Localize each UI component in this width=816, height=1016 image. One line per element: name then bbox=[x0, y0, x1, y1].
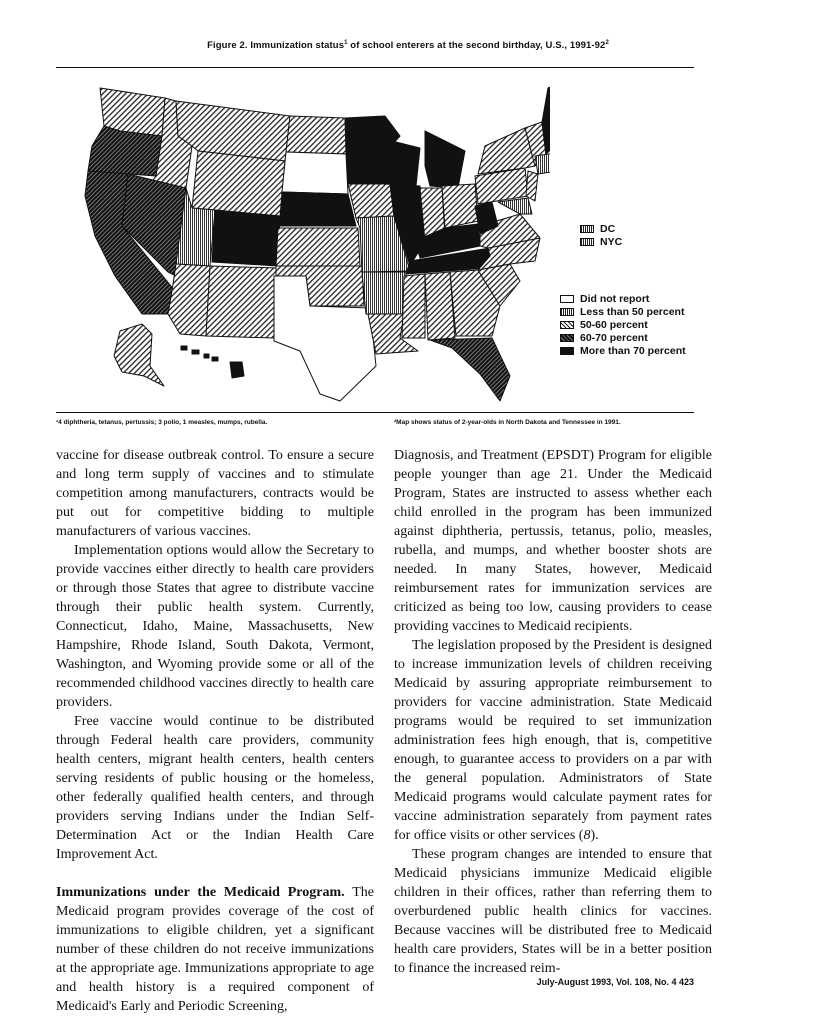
paragraph: Implementation options would allow the Secretary to provide vaccines either directly to health care providers or through those States that agree to distribute vaccine through their public health system. Currently, Connecticut, Idaho, Maine, Massachusetts, New Hampshire, Rhode Island, South Dakota, Vermont, Washington, and Wyoming provide some or all of the recommended childhood vaccines directly to health care providers. bbox=[56, 543, 374, 710]
swatch-white bbox=[560, 295, 574, 303]
section-heading: Immunizations under the Medicaid Program. bbox=[56, 885, 345, 900]
state-az bbox=[168, 264, 210, 336]
swatch-dark bbox=[560, 334, 574, 342]
special-legend bbox=[580, 222, 622, 248]
paragraph: Free vaccine would continue to be distributed through Federal health care providers, community health centers, migrant health centers, health centers serving residents of public housing or the homeless, other federally qualified health centers, and through providers serving Indians under the Indian Self-Determination Act or the Indian Health Care Improvement Act. bbox=[56, 714, 374, 862]
state-oh bbox=[442, 184, 478, 228]
swatch-grey bbox=[580, 238, 594, 246]
state-ar bbox=[362, 272, 406, 314]
footnote-1: ¹4 diphtheria, tetanus, pertussis; 3 polio, 1 measles, mumps, rubella. bbox=[56, 419, 268, 426]
state-nd bbox=[286, 116, 346, 154]
legend-item: More than 70 percent bbox=[560, 344, 686, 357]
figure-top-rule bbox=[56, 67, 694, 68]
figure-caption: Figure 2. Immunization status$^1$ of school enterers at the second birthday, U.S., $1991-92^2$ bbox=[207, 40, 609, 52]
paragraph: These program changes are intended to ensure that Medicaid physicians immunize Medicaid eligible children in their offices, rather than referring them to overburdened public health clinics for vaccines. Because vaccines will be distributed free to Medicaid health care providers, States will be in a better position to finance the increased reim- bbox=[394, 847, 712, 976]
state-mt bbox=[176, 101, 290, 161]
state-co bbox=[212, 210, 280, 266]
state-ak bbox=[114, 324, 164, 386]
paragraph: The legislation proposed by the President is designed to increase immunization levels of children receiving Medicaid by assuring appropriate reimbursement to providers for vaccine administration. State Medicaid programs would be required to set immunization administration fees high enough, that is, competitive enough, to guarantee access to providers on a par with the general population. Administrators of State Medicaid programs would calculate payment rates for vaccine administration separately from payment rates for office visits or other services (8). bbox=[394, 638, 712, 843]
legend-item: Less than 50 percent bbox=[560, 305, 686, 318]
paragraph: Diagnosis, and Treatment (EPSDT) Program for eligible people younger than age 21. Under the Medicaid Program, States are instructed to assess whether each child enrolled in the program has been immunized against diphtheria, pertussis, tetanus, polio, measles, rubella, and mumps, and whether booster shots are needed. In many States, however, Medicaid reimbursement rates for immunization services are criticized as being too low, causing providers to cease providing vaccines to Medicaid recipients. bbox=[394, 448, 712, 634]
section-paragraph: Immunizations under the Medicaid Program. The Medicaid program provides coverage of the cost of immunizations to eligible children, yet a significant number of these children do not receive immunizations at the appropriate age. Immunizations appropriate to age and health history is a required component of Medicaid's Early and Periodic Screening, bbox=[56, 885, 375, 1014]
figure-bottom-rule bbox=[56, 412, 694, 413]
legend-item: Did not report bbox=[560, 292, 686, 305]
swatch-grey bbox=[580, 225, 594, 233]
state-wi bbox=[380, 138, 420, 186]
state-ms bbox=[402, 274, 425, 338]
swatch-grey bbox=[560, 308, 574, 316]
legend-item: 50-60 percent bbox=[560, 318, 686, 331]
us-immunization-map bbox=[80, 76, 550, 411]
page-footer: July-August 1993, Vol. 108, No. 4 423 bbox=[536, 977, 694, 987]
state-ma-ct-ri bbox=[535, 152, 550, 174]
state-ks bbox=[276, 228, 360, 266]
legend-dc: DC bbox=[580, 222, 622, 235]
paragraph: vaccine for disease outbreak control. To ensure a secure and long term supply of vaccines and to stimulate competition among manufacturers, contracts would be put out for competitive bidding to multiple manufacturers of various vaccines. bbox=[56, 448, 374, 539]
state-ia bbox=[348, 184, 394, 218]
reference-number: 8 bbox=[583, 828, 591, 843]
state-nj bbox=[526, 171, 538, 201]
figure-legend bbox=[560, 292, 686, 357]
state-mi bbox=[425, 131, 465, 188]
swatch-hatch bbox=[560, 321, 574, 329]
state-hi bbox=[181, 346, 244, 378]
swatch-black bbox=[560, 347, 574, 355]
left-column bbox=[56, 446, 374, 1016]
legend-nyc: NYC bbox=[580, 235, 622, 248]
state-nm bbox=[206, 266, 278, 338]
state-wy bbox=[192, 151, 285, 216]
right-column bbox=[394, 446, 712, 978]
legend-item: 60-70 percent bbox=[560, 331, 686, 344]
state-ne bbox=[280, 192, 356, 226]
state-fl bbox=[430, 338, 510, 401]
footnote-2: ²Map shows status of 2-year-olds in North Dakota and Tennessee in 1991. bbox=[394, 419, 621, 426]
state-sd bbox=[282, 152, 348, 194]
